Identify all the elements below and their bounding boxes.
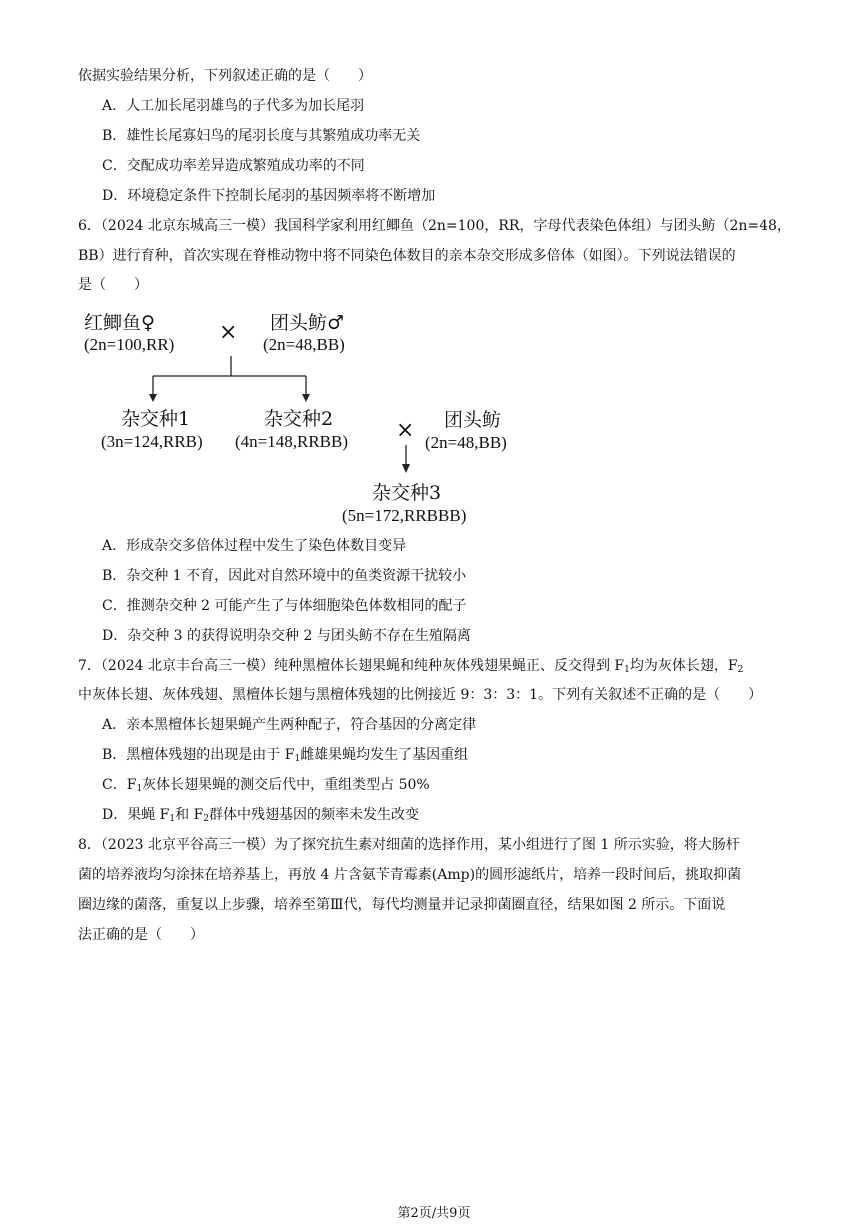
- q6-option-d: D．杂交种 3 的获得说明杂交种 2 与团头鲂不存在生殖隔离: [102, 628, 471, 644]
- q6-option-c: C．推测杂交种 2 可能产生了与体细胞染色体数相同的配子: [102, 598, 467, 614]
- q7-option-d-text-b: 和 F: [175, 807, 204, 823]
- f1-subscript: 1: [294, 754, 301, 764]
- arrowhead-down: [402, 464, 410, 473]
- page-number: 第2页/共9页: [397, 1206, 471, 1221]
- parent1-label: 红鲫鱼♀: [84, 312, 155, 334]
- hybrid3-label: 杂交种3: [372, 482, 442, 504]
- q7-option-b-text-a: B．黑檀体残翅的出现是由于 F: [102, 747, 295, 763]
- parent1-genome: (2n=100,RR): [84, 335, 175, 354]
- q7-option-c: [102, 776, 430, 798]
- q7-option-c-text-b: 灰体长翅果蝇的测交后代中，重组类型占 50%: [142, 777, 430, 793]
- hybrid3-genome: (5n=172,RRBBB): [342, 506, 467, 525]
- hybrid1-label: 杂交种1: [121, 408, 191, 430]
- q8-stem-line-1: 8．（2023 北京平谷高三一模）为了探究抗生素对细菌的选择作用，某小组进行了图 1 所示实验，将大肠杆: [78, 837, 740, 853]
- q6-stem-line-3: 是（ ）: [78, 277, 148, 293]
- f1-subscript: 1: [624, 665, 630, 675]
- cross-symbol-1: ×: [219, 320, 238, 345]
- arrowhead-right: [302, 394, 310, 402]
- q7-option-d-text-c: 群体中残翅基因的频率未发生改变: [209, 807, 420, 823]
- f1-subscript: 1: [169, 814, 176, 824]
- q8-stem-line-3: 圈边缘的菌落，重复以上步骤，培养至第Ⅲ代，每代均测量并记录抑菌圈直径，结果如图 2 所示。下面说: [78, 897, 726, 913]
- q5-option-c: C．交配成功率差异造成繁殖成功率的不同: [102, 158, 365, 174]
- q7-stem-text-b: 均为灰体长翅，F: [629, 658, 738, 674]
- f2-subscript: 2: [737, 665, 744, 675]
- hybrid2-genome: (4n=148,RRBB): [235, 432, 349, 451]
- q7-option-b-text-b: 雌雄果蝇均发生了基因重组: [300, 747, 469, 763]
- parent2-genome: (2n=48,BB): [263, 335, 345, 354]
- q6-option-a: A．形成杂交多倍体过程中发生了染色体数目变异: [102, 538, 407, 554]
- q8-stem-line-4: 法正确的是（ ）: [78, 927, 204, 943]
- q7-option-c-text-a: C．F: [102, 777, 137, 793]
- f1-subscript: 1: [136, 784, 143, 794]
- q7-option-b: [102, 746, 468, 768]
- q7-stem-line-1: [78, 657, 743, 679]
- f2-subscript: 2: [203, 814, 210, 824]
- arrowhead-left: [149, 394, 157, 402]
- hybrid1-genome: (3n=124,RRB): [101, 432, 203, 451]
- q7-stem-line-2: 中灰体长翅、灰体残翅、黑檀体长翅与黑檀体残翅的比例接近 9：3：3：1。下列有关叙述不正确的是（ ）: [78, 687, 763, 703]
- parent3-genome: (2n=48,BB): [425, 433, 507, 452]
- q5-stem: 依据实验结果分析，下列叙述正确的是（ ）: [78, 68, 372, 84]
- q7-option-d: [102, 806, 419, 828]
- hybrid2-label: 杂交种2: [264, 408, 334, 430]
- q8-stem-line-2: 菌的培养液均匀涂抹在培养基上，再放 4 片含氨苄青霉素(Amp)的圆形滤纸片，培养一段时间后，挑取抑菌: [78, 867, 742, 883]
- parent2-label: 团头鲂♂: [270, 312, 345, 334]
- cross-symbol-2: ×: [396, 418, 415, 443]
- parent3-label: 团头鲂: [444, 409, 502, 431]
- q5-option-a: A．人工加长尾羽雄鸟的子代多为加长尾羽: [102, 98, 365, 114]
- hybridization-diagram: [0, 0, 868, 540]
- q7-stem-text-a: 7．（2024 北京丰台高三一模）纯种黑檀体长翅果蝇和纯种灰体残翅果蝇正、反交得到 F: [78, 658, 625, 674]
- q6-option-b: B．杂交种 1 不育，因此对自然环境中的鱼类资源干扰较小: [102, 568, 467, 584]
- q6-stem-line-1: 6．（2024 北京东城高三一模）我国科学家利用红鲫鱼（2n=100，RR，字母代表染色体组）与团头鲂（2n=48，: [78, 218, 791, 234]
- q7-option-d-text-a: D．果蝇 F: [102, 807, 170, 823]
- q6-stem-line-2: BB）进行育种，首次实现在脊椎动物中将不同染色体数目的亲本杂交形成多倍体（如图）。下列说法错误的: [78, 248, 736, 264]
- q7-option-a: A．亲本黑檀体长翅果蝇产生两种配子，符合基因的分离定律: [102, 717, 477, 733]
- q5-option-b: B．雄性长尾寡妇鸟的尾羽长度与其繁殖成功率无关: [102, 128, 421, 144]
- q5-option-d: D．环境稳定条件下控制长尾羽的基因频率将不断增加: [102, 188, 436, 204]
